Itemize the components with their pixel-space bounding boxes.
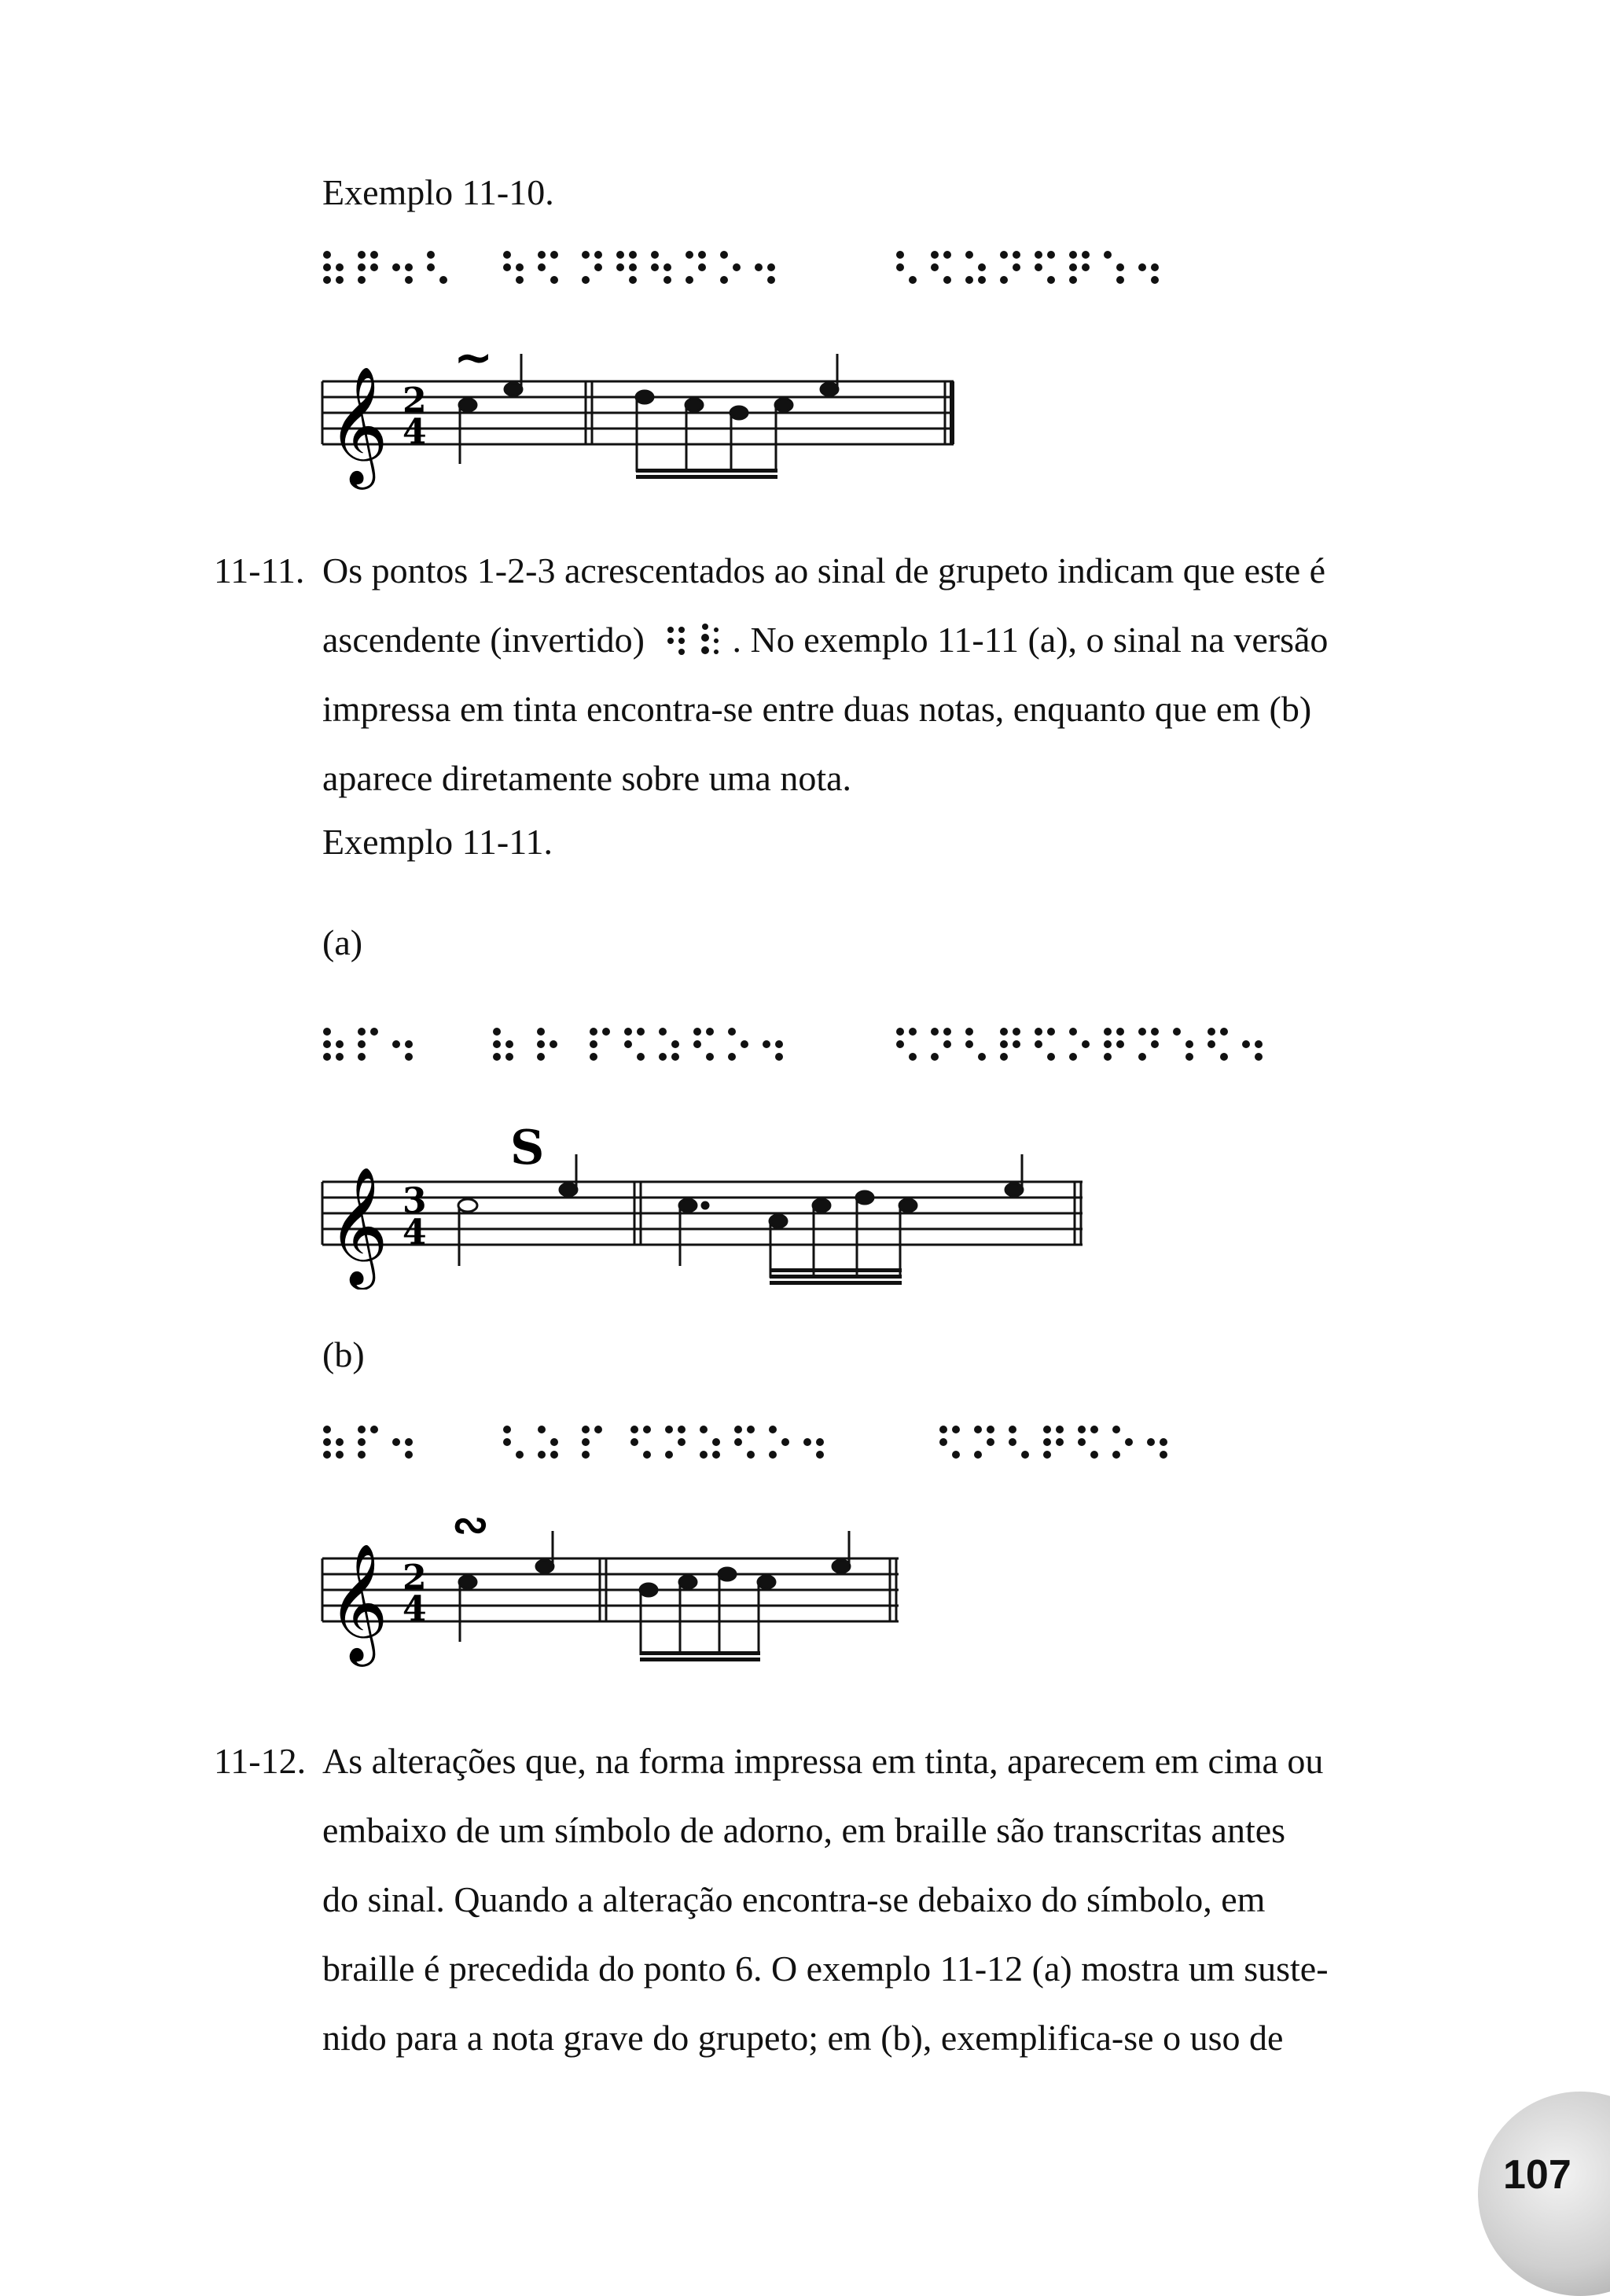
time-sig-den: 4 — [402, 412, 427, 452]
time-sig-den: 4 — [402, 1589, 427, 1629]
music-staff-11-11b — [318, 1510, 947, 1675]
braille-line-11-10 — [322, 250, 1266, 297]
paragraph-11-11 — [322, 536, 1446, 813]
paragraph-line: nido para a nota grave do grupeto; em (b), exemplifica-se o uso de — [322, 2018, 1284, 2058]
paragraph-line — [322, 605, 1446, 675]
paragraph-line: embaixo de um símbolo de adorno, em braille são transcritas antes — [322, 1810, 1286, 1850]
example-label-b: (b) — [322, 1334, 365, 1374]
paragraph-line: impressa em tinta encontra-se entre duas notas, enquanto que em (b) — [322, 689, 1312, 729]
treble-clef-icon: 𝄞 — [328, 1542, 388, 1661]
music-staff-11-10 — [318, 346, 979, 503]
paragraph-line-end: . No exemplo 11-11 (a), o sinal na versão — [732, 620, 1329, 660]
braille-line-11-11b — [322, 1425, 1305, 1472]
paragraph-11-12 — [322, 1727, 1446, 2073]
paragraph-line: Os pontos 1-2-3 acrescentados ao sinal de grupeto indicam que este é — [322, 550, 1326, 591]
example-11-11-heading: Exemplo 11-11. — [322, 822, 553, 862]
turn-ornament-icon: S — [510, 1120, 545, 1176]
time-sig-num: 3 — [402, 1181, 427, 1221]
paragraph-line-start: ascendente (invertido) — [322, 620, 645, 660]
paragraph-line: As alterações que, na forma impressa em tinta, aparecem em cima ou — [322, 1741, 1324, 1781]
paragraph-number-11-11: 11-11. — [214, 550, 305, 591]
inline-braille-ascending-turn — [666, 624, 737, 663]
paragraph-line: braille é precedida do ponto 6. O exemplo 11-12 (a) mostra um suste- — [322, 1948, 1329, 1989]
paragraph-line: do sinal. Quando a alteração encontra-se debaixo do símbolo, em — [322, 1879, 1266, 1919]
time-sig-num: 2 — [402, 381, 427, 421]
time-sig-den: 4 — [402, 1212, 427, 1253]
treble-clef-icon: 𝄞 — [328, 365, 388, 484]
braille-line-11-11a — [322, 1027, 1344, 1074]
inverted-turn-ornament-icon: ∾ — [452, 1510, 489, 1551]
music-staff-11-11a — [318, 1117, 1120, 1290]
paragraph-line: aparece diretamente sobre uma nota. — [322, 758, 852, 798]
example-11-10-heading: Exemplo 11-10. — [322, 172, 554, 212]
paragraph-number-11-12: 11-12. — [214, 1741, 307, 1781]
turn-ornament-icon: ~ — [454, 346, 494, 385]
time-sig-num: 2 — [402, 1558, 427, 1598]
treble-clef-icon: 𝄞 — [328, 1165, 388, 1285]
page-number: 107 — [1503, 2152, 1571, 2198]
example-label-a: (a) — [322, 922, 363, 962]
